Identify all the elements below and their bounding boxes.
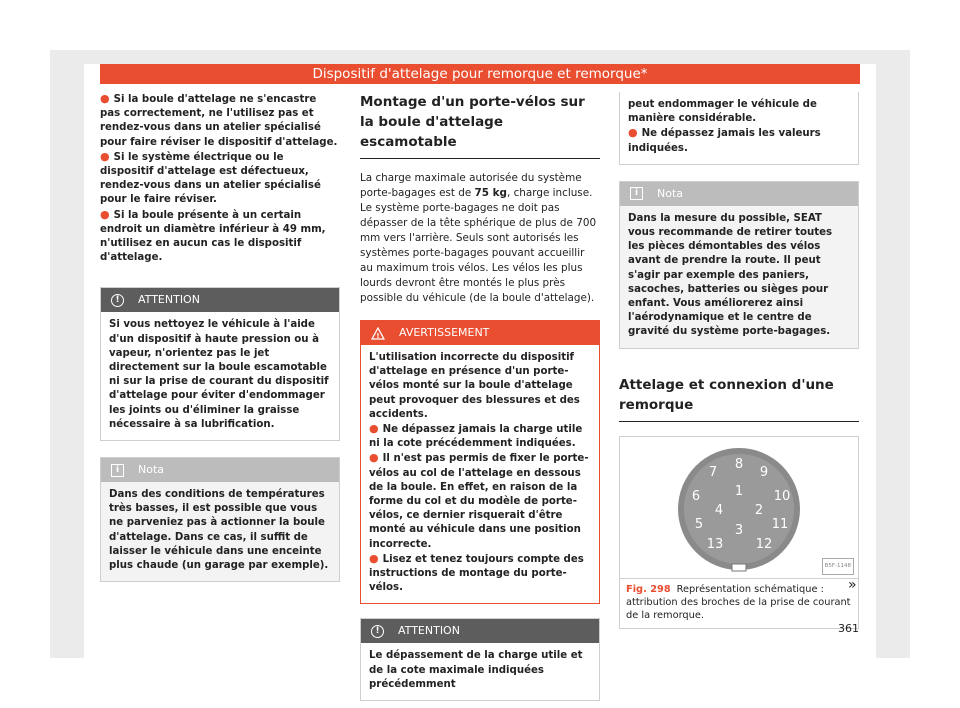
socket-pin-label: 10 (773, 488, 791, 504)
bullet-dot-icon: ● (100, 207, 110, 221)
socket-pin-label: 3 (734, 522, 744, 538)
info-square-icon: i (630, 187, 643, 200)
nota-header: i Nota (101, 458, 339, 482)
bullet-item: ● Lisez et tenez toujours compte des instructions de montage du porte-vélos. (369, 551, 584, 594)
nota-box (619, 181, 859, 349)
socket-key (732, 564, 746, 571)
svg-text:!: ! (376, 331, 380, 340)
column-2 (360, 92, 600, 701)
socket-pin-label: 9 (759, 464, 769, 480)
socket-figure (619, 436, 859, 579)
bullet-item: ● Ne dépassez jamais la charge utile ni la cote précédemment indiquées. (369, 422, 583, 450)
column-3 (619, 92, 859, 629)
socket-pin-label: 6 (691, 488, 701, 504)
bullet-dot-icon: ● (100, 149, 110, 163)
attention-box (100, 287, 340, 441)
socket-pin-label: 5 (694, 516, 704, 532)
bullet-item: ● Ne dépassez jamais les valeurs indiquées. (628, 126, 821, 154)
warning-header: ! AVERTISSEMENT (361, 321, 599, 345)
trailer-socket-diagram (620, 437, 858, 578)
bullet-dot-icon: ● (100, 92, 110, 105)
socket-pin-label: 12 (755, 536, 773, 552)
continue-marker: » (848, 577, 857, 593)
attention-text: Le dépassement de la charge utile et de la cote maximale indiquées précédemment (369, 650, 583, 690)
info-circle-icon: ! (111, 294, 124, 307)
socket-pin-label: 4 (714, 502, 724, 518)
bullet-dot-icon: ● (369, 551, 379, 565)
page-header: Dispositif d'attelage pour remorque et remorque* (100, 64, 860, 84)
socket-pin-label: 7 (708, 464, 718, 480)
bullet-item: ● Il n'est pas permis de fixer le porte-vélos au col de l'attelage en dessous de la boule. En effet, en raison de la forme du col et du modèle de porte-vélos, ce dernier risquerait d'être monté au véhicule dans une position incorrecte. (369, 451, 589, 550)
warning-triangle-icon (371, 327, 385, 340)
attention-header: ! ATTENTION (101, 288, 339, 312)
figure-code: B5F-1148 (822, 558, 854, 574)
bullet-dot-icon: ● (369, 451, 379, 465)
warning-body: L'utilisation incorrecte du dispositif d'attelage en présence d'un porte-vélos monté sur la boule d'attelage peut provoquer des blessures et des accidents. ● Ne dépassez jamais la charge utile ni la cote précédemment indiquées. ● Il n'est pas permis de fixer le porte-vélos au col de l'attelage en dessous de la boule. En effet, en raison de la forme du col et du modèle de porte-vélos, ce dernier risquerait d'être monté au véhicule dans une position incorrecte. ● Lisez et tenez toujours compte des instructions de montage du porte-vélos. (361, 345, 599, 603)
bullet-item: ● Si la boule présente à un certain endroit un diamètre inférieur à 49 mm, n'utilisez en aucun cas le dispositif d'attelage. (100, 207, 326, 264)
figure-caption: Fig. 298 Représentation schématique : attribution des broches de la prise de courant de la remorque. (619, 579, 859, 629)
socket-pin-label: 2 (754, 502, 764, 518)
bullet-item: ● Si la boule d'attelage ne s'encastre pas correctement, ne l'utilisez pas et rendez-vous dans un atelier spécialisé pour faire réviser le dispositif d'attelage. (100, 92, 338, 148)
nota-text: Dans des conditions de températures très basses, il est possible que vous ne parveniez pas à actionner la boule d'attelage. Dans ce cas, il suffit de laisser le véhicule dans une enceinte plus chaude (un garage par exemple). (109, 489, 329, 572)
info-square-icon: i (111, 464, 124, 477)
column-1 (100, 92, 340, 582)
socket-pin-label: 8 (734, 456, 744, 472)
section-heading: Montage d'un porte-vélos sur la boule d'attelage escamotable (360, 92, 600, 159)
attention-header: ! ATTENTION (361, 619, 599, 643)
bullet-dot-icon: ● (628, 126, 638, 140)
nota-text: Dans la mesure du possible, SEAT vous recommande de retirer toutes les pièces démontables des vélos avant de prendre la route. Il peut s'agir par exemple des paniers, sacoches, batteries ou sièges pour enfant. Vous améliorerez ainsi l'aérodynamique et le centre de gravité du système porte-bagages. (628, 212, 833, 338)
nota-header: i Nota (620, 182, 858, 206)
socket-pin-label: 11 (771, 516, 789, 532)
info-circle-icon: ! (371, 625, 384, 638)
page-number: 361 (838, 622, 859, 635)
bullet-item: ● Si le système électrique ou le dispositif d'attelage est défectueux, rendez-vous dans un atelier spécialisé pour le faire réviser. (100, 149, 321, 206)
body-paragraph: La charge maximale autorisée du système porte-bagages est de 75 kg, charge incluse. Le système porte-bagages ne doit pas dépasser de la tête sphérique de plus de 700 mm vers l'arrière. Seuls sont autorisés les systèmes porte-bagages pouvant accueillir au maximum trois vélos. Les vélos les plus lourds devront être montés le plus près possible du véhicule (de la boule d'attelage). (360, 172, 597, 304)
attention-text: Si vous nettoyez le véhicule à l'aide d'un dispositif à haute pression ou à vapeur, n'orientez pas le jet directement sur la boule escamotable ni sur la prise de courant du dispositif d'attelage pour éviter d'endommager les joints ou d'éliminer la graisse nécessaire à sa lubrification. (109, 319, 329, 430)
attention-box (360, 618, 600, 701)
warning-box (360, 320, 600, 604)
nota-box (100, 457, 340, 582)
bullet-dot-icon: ● (369, 422, 379, 436)
section-heading: Attelage et connexion d'une remorque (619, 375, 859, 422)
attention-continued: peut endommager le véhicule de manière considérable. ● Ne dépassez jamais les valeurs indiquées. (619, 92, 859, 165)
socket-pin-label: 13 (706, 536, 724, 552)
socket-pin-label: 1 (734, 483, 744, 499)
